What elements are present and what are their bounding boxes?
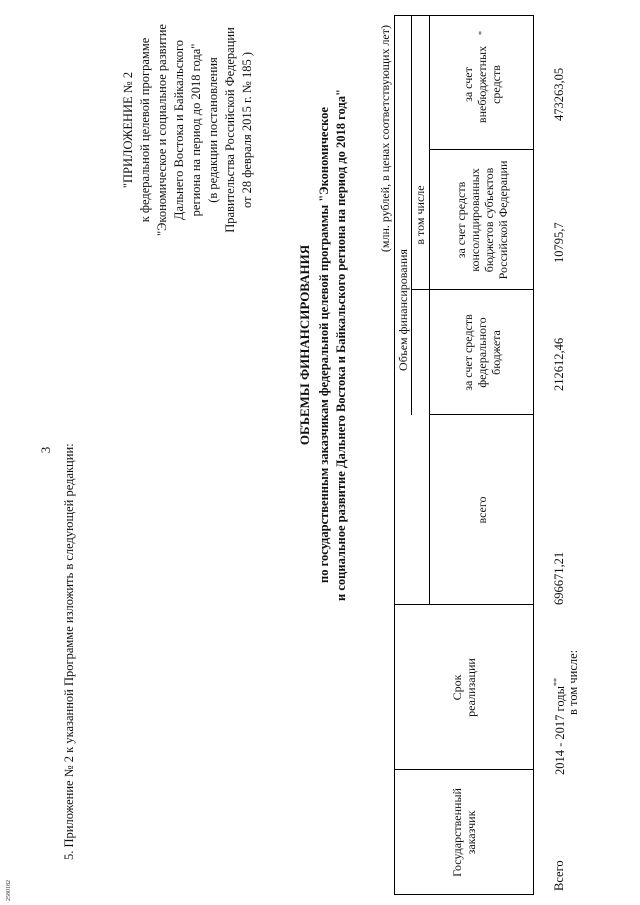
title-line: по государственным заказчикам федеральной целевой программы "Экономическое: [316, 107, 331, 583]
appendix-line: Дальнего Востока и Байкальского: [172, 39, 186, 221]
header-extrabudget: [429, 15, 534, 150]
page-number: 3: [38, 446, 53, 454]
header-volume: Объем финансирования: [395, 249, 410, 371]
header-period: Срок реализации: [450, 658, 478, 717]
sub-label: в том числе:: [566, 649, 580, 715]
header-federal: за счет средств федерального бюджета: [460, 314, 503, 391]
document-title: [296, 85, 351, 605]
appendix-line: от 28 февраля 2015 г. № 185 ): [240, 51, 254, 209]
appendix-line: (в редакции постановления: [206, 57, 220, 203]
header-extrabudget-text: за счет внебюджетных средств: [460, 45, 503, 124]
appendix-line: региона на период до 2018 года": [189, 43, 203, 217]
header-including: в том числе: [413, 185, 427, 245]
appendix-line: "ПРИЛОЖЕНИЕ № 2: [121, 71, 135, 189]
row-extrabudget: 473263,05: [552, 67, 566, 121]
appendix-header: [120, 5, 256, 255]
row-total: 696671,21: [552, 551, 566, 605]
document-id: 2580182: [6, 880, 12, 901]
row-customer: Всего: [552, 860, 566, 891]
footnote-mark: *: [476, 31, 486, 35]
appendix-line: к федеральной целевой программе: [138, 37, 152, 223]
row-regional: 10795,7: [552, 222, 566, 263]
appendix-line: "Экономическое и социальное развитие: [155, 24, 169, 236]
footnote-mark: **: [552, 677, 561, 686]
title-line: и социальное развитие Дальнего Востока и Байкальского региона на период до 2018 года": [334, 89, 348, 601]
header-total: всего: [474, 496, 489, 524]
row-federal: 212612,46: [552, 337, 566, 391]
financing-table: [394, 15, 534, 895]
units-note: (млн. рублей, в ценах соответствующих лет): [378, 25, 392, 253]
header-regional: за счет средств консолидированных бюджетов субъектов Российской Федерации: [453, 160, 510, 280]
title-main: ОБЪЕМЫ ФИНАНСИРОВАНИЯ: [297, 244, 312, 446]
appendix-line: Правительства Российской Федерации: [223, 27, 237, 233]
header-customer: Государственный заказчик: [450, 788, 478, 877]
intro-paragraph: 5. Приложение № 2 к указанной Программе изложить в следующей редакции:: [62, 443, 76, 860]
row-period-text: 2014 - 2017 годы: [553, 685, 568, 775]
